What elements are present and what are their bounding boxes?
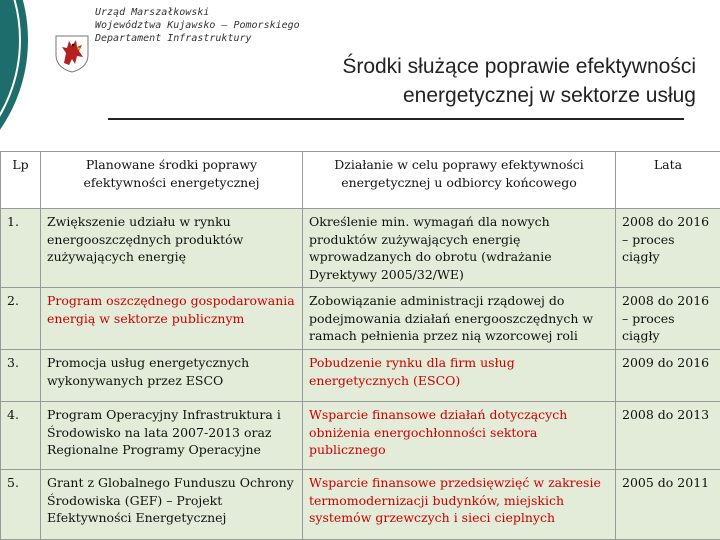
office-name (95, 6, 300, 45)
header-action: Działanie w celu poprawy efektywności energetycznej u odbiorcy końcowego (303, 152, 616, 209)
table-row (1, 209, 720, 288)
table-row (1, 350, 720, 402)
row-measure: Grant z Globalnego Funduszu Ochrony Środowiska (GEF) – Projekt Efektywności Energetycznej (41, 470, 303, 540)
office-line: Departament Infrastruktury (95, 33, 252, 44)
row-measure: Zwiększenie udziału w rynku energooszczędnych produktów zużywających energię (41, 209, 303, 288)
row-action: Zobowiązanie administracji rządowej do podejmowania działań energooszczędnych w ramach pełnienia przez nią wzorcowej roli (303, 288, 616, 350)
row-lp: 5. (1, 470, 41, 540)
row-years: 2008 do 2016 – proces ciągły (616, 288, 720, 350)
row-action: Wsparcie finansowe przedsięwzięć w zakresie termomodernizacji budynków, miejskich systemów grzewczych i sieci cieplnych (303, 470, 616, 540)
row-lp: 1. (1, 209, 41, 288)
office-line: Urząd Marszałkowski (95, 7, 210, 18)
header-lp: Lp (1, 152, 41, 209)
title-line-2: energetycznej w sektorze usług (403, 84, 696, 107)
title-line-1: Środki służące poprawie efektywności (342, 55, 696, 78)
coat-of-arms-griffin-icon (52, 33, 92, 73)
row-years: 2009 do 2016 (616, 350, 720, 402)
table-row (1, 402, 720, 470)
row-lp: 3. (1, 350, 41, 402)
row-measure: Program Operacyjny Infrastruktura i Środowisko na lata 2007-2013 oraz Regionalne Programy Operacyjne (41, 402, 303, 470)
table-row (1, 288, 720, 350)
row-years: 2008 do 2016 – proces ciągły (616, 209, 720, 288)
slide-title (276, 52, 696, 110)
header-years: Lata (616, 152, 720, 209)
decorative-teal-arc (0, 0, 60, 150)
row-action: Pobudzenie rynku dla firm usług energetycznych (ESCO) (303, 350, 616, 402)
table-row (1, 470, 720, 540)
header-measure: Planowane środki poprawy efektywności energetycznej (41, 152, 303, 209)
table-header-row (1, 152, 720, 209)
title-underline (108, 118, 684, 120)
measures-table (0, 151, 720, 540)
row-action: Określenie min. wymagań dla nowych produktów zużywających energię wprowadzanych do obrotu (wdrażanie Dyrektywy 2005/32/WE) (303, 209, 616, 288)
row-measure: Program oszczędnego gospodarowania energią w sektorze publicznym (41, 288, 303, 350)
row-years: 2005 do 2011 (616, 470, 720, 540)
office-line: Województwa Kujawsko – Pomorskiego (95, 20, 300, 31)
row-lp: 2. (1, 288, 41, 350)
row-lp: 4. (1, 402, 41, 470)
row-years: 2008 do 2013 (616, 402, 720, 470)
row-action: Wsparcie finansowe działań dotyczących obniżenia energochłonności sektora publicznego (303, 402, 616, 470)
row-measure: Promocja usług energetycznych wykonywanych przez ESCO (41, 350, 303, 402)
